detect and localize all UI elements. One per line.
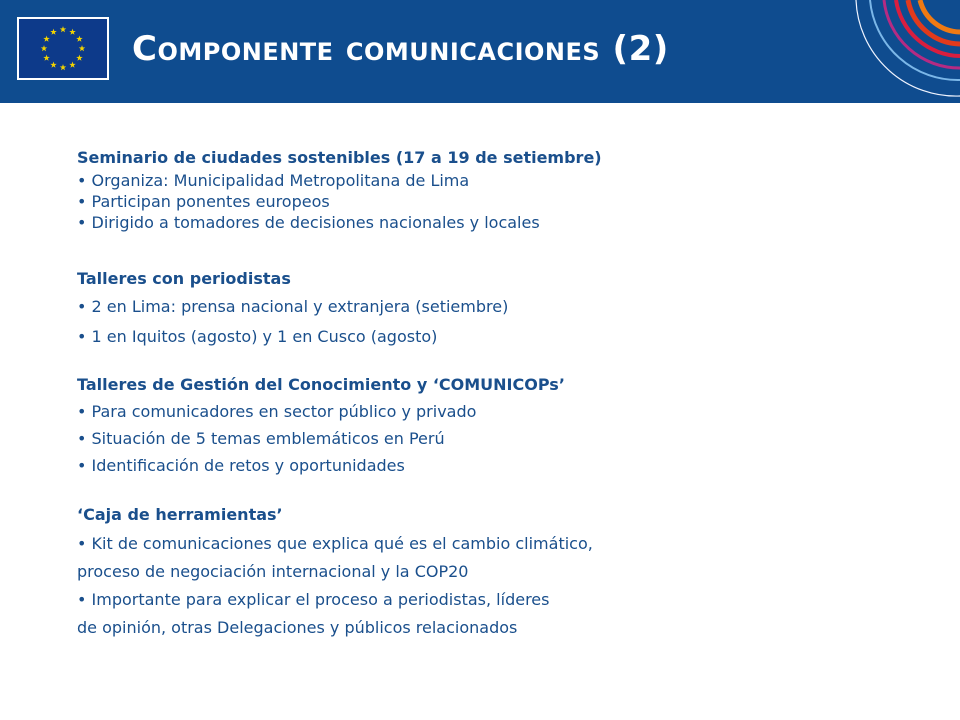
- list-item: • Situación de 5 temas emblemáticos en Perú: [77, 429, 445, 448]
- list-item: • Importante para explicar el proceso a periodistas, líderes: [77, 590, 550, 609]
- flag-star-icon: [79, 45, 85, 51]
- flag-star-icon: [69, 29, 75, 35]
- section-heading: Talleres con periodistas: [77, 269, 291, 288]
- list-item: • 1 en Iquitos (agosto) y 1 en Cusco (agosto): [77, 327, 438, 346]
- flag-star-icon: [69, 62, 75, 68]
- section-gestion: [77, 371, 917, 479]
- section-seminario: [77, 146, 917, 233]
- list-item: • Participan ponentes europeos: [77, 192, 330, 211]
- list-item: • 2 en Lima: prensa nacional y extranjera (setiembre): [77, 297, 509, 316]
- section-talleres: [77, 267, 917, 351]
- section-heading: ‘Caja de herramientas’: [77, 505, 283, 524]
- list-item: • Organiza: Municipalidad Metropolitana de Lima: [77, 171, 470, 190]
- flag-star-icon: [43, 55, 49, 61]
- header-bar: [0, 0, 960, 103]
- section-heading: Talleres de Gestión del Conocimiento y ‘COMUNICOPs’: [77, 375, 565, 394]
- list-item: • Dirigido a tomadores de decisiones nacionales y locales: [77, 213, 540, 232]
- content-area: [77, 146, 917, 642]
- slide-title: Componente comunicaciones (2): [132, 29, 669, 69]
- section-caja: [77, 500, 917, 642]
- flag-star-icon: [41, 45, 47, 51]
- list-item: • Identificación de retos y oportunidades: [77, 456, 405, 475]
- flag-star-icon: [76, 55, 82, 61]
- flag-star-icon: [43, 36, 49, 42]
- flag-star-icon: [50, 62, 56, 68]
- flag-star-icon: [60, 26, 66, 32]
- flag-star-icon: [76, 36, 82, 42]
- flag-star-icon: [60, 64, 66, 70]
- list-item: proceso de negociación internacional y la COP20: [77, 562, 469, 581]
- list-item: de opinión, otras Delegaciones y públicos relacionados: [77, 618, 518, 637]
- list-item: • Kit de comunicaciones que explica qué es el cambio climático,: [77, 534, 593, 553]
- flag-star-icon: [50, 29, 56, 35]
- list-item: • Para comunicadores en sector público y privado: [77, 402, 477, 421]
- decorative-arcs-icon: [850, 0, 960, 103]
- section-heading: Seminario de ciudades sostenibles (17 a 19 de setiembre): [77, 148, 602, 167]
- eu-flag-icon: [17, 17, 109, 80]
